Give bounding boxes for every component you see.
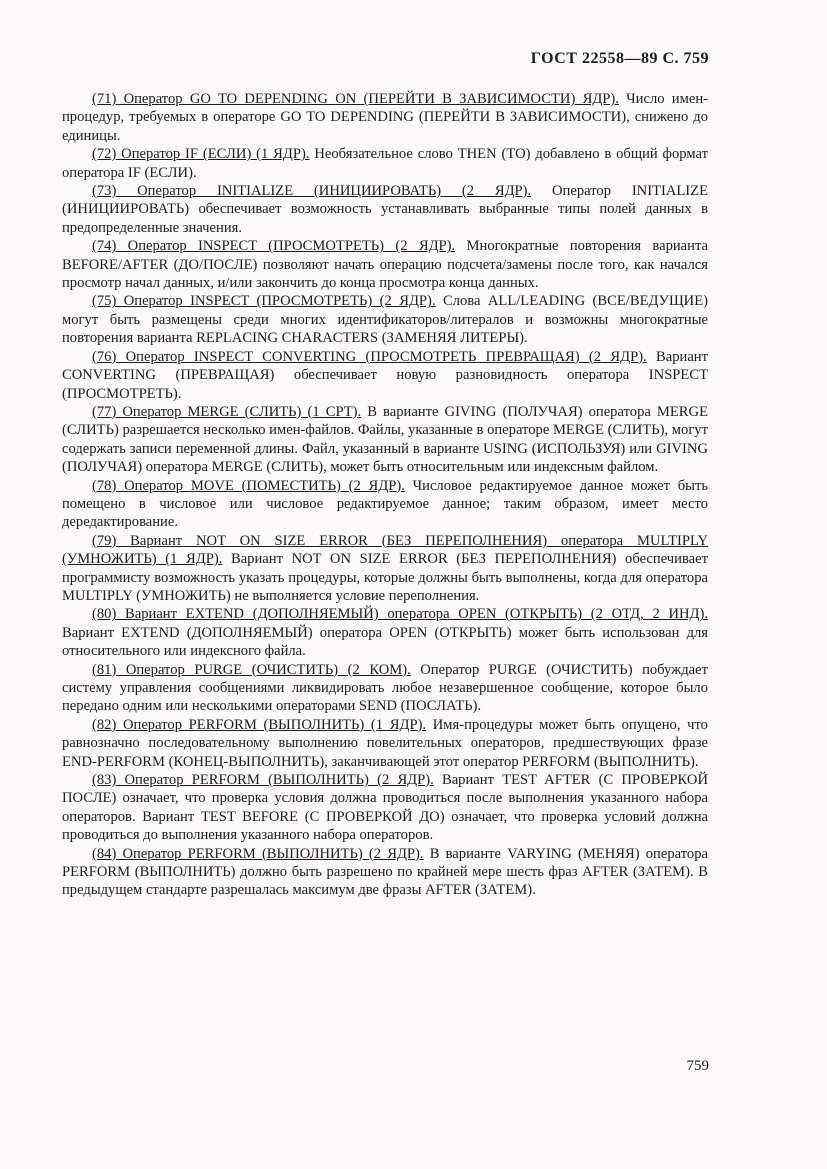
paragraph-heading: (80) Вариант EXTEND (ДОПОЛНЯЕМЫЙ) оператора OPEN (ОТКРЫТЬ) (2 ОТД, 2 ИНД). [92, 606, 708, 623]
paragraph-heading: (83) Оператор PERFORM (ВЫПОЛНИТЬ) (2 ЯДР). [92, 772, 434, 789]
paragraph-80 [62, 605, 708, 660]
paragraph-heading: (78) Оператор MOVE (ПОМЕСТИТЬ) (2 ЯДР). [92, 477, 405, 494]
paragraph-text: Необязательное слово THEN (ТО) добавлено в общий формат оператора IF (ЕСЛИ). [62, 146, 708, 181]
paragraph-text: Вариант TEST AFTER (С ПРОВЕРКОЙ ПОСЛЕ) означает, что проверка условия должна проводиться после выполнения указанного набора операторов. Вариант TEST BEFORE (С ПРОВЕРКОЙ ДО) означает, что проверка условий должна проводиться до выполнения указанного набора операторов. [62, 772, 708, 844]
paragraph-76 [62, 348, 708, 403]
paragraph-text: Вариант EXTEND (ДОПОЛНЯЕМЫЙ) оператора OPEN (ОТКРЫТЬ) может быть использован для относительного или индексного файла. [62, 624, 708, 660]
paragraph-heading: (73) Оператор INITIALIZE (ИНИЦИИРОВАТЬ) (2 ЯДР). [92, 183, 532, 200]
document-body [62, 90, 708, 900]
paragraph-heading: (77) Оператор MERGE (СЛИТЬ) (1 СРТ). [92, 403, 362, 420]
paragraph-heading: (71) Оператор GO TO DEPENDING ON (ПЕРЕЙТИ В ЗАВИСИМОСТИ) ЯДР). [92, 91, 619, 107]
paragraph-77 [62, 403, 708, 477]
paragraph-74 [62, 237, 708, 292]
paragraph-81 [62, 661, 708, 716]
paragraph-heading: (72) Оператор IF (ЕСЛИ) (1 ЯДР). [92, 146, 310, 163]
paragraph-79 [62, 532, 708, 606]
paragraph-71 [62, 90, 708, 145]
paragraph-text: Числовое редактируемое данное может быть помещено в числовое или числовое редактируемое данное; таким образом, имеет место дередактирование. [62, 477, 709, 531]
paragraph-text: Вариант NOT ON SIZE ERROR (БЕЗ ПЕРЕПОЛНЕНИЯ) обеспечивает программисту возможность указать процедуры, которые должны быть выполнены, когда для оператора MULTIPLY (УМНОЖИТЬ) не выполняется условие переполнения. [62, 551, 708, 604]
paragraph-heading: (76) Оператор INSPECT CONVERTING (ПРОСМОТРЕТЬ ПРЕВРАЩАЯ) (2 ЯДР). [92, 348, 647, 365]
paragraph-heading: (74) Оператор INSPECT (ПРОСМОТРЕТЬ) (2 ЯДР). [92, 238, 456, 255]
page-number: 759 [686, 1058, 709, 1074]
paragraph-73 [62, 182, 708, 237]
paragraph-heading: (81) Оператор PURGE (ОЧИСТИТЬ) (2 КОМ). [92, 661, 411, 678]
paragraph-heading: (82) Оператор PERFORM (ВЫПОЛНИТЬ) (1 ЯДР). [92, 716, 427, 733]
paragraph-heading: (75) Оператор INSPECT (ПРОСМОТРЕТЬ) (2 ЯДР). [92, 293, 436, 310]
paragraph-78 [62, 477, 708, 532]
paragraph-text: В варианте GIVING (ПОЛУЧАЯ) оператора MERGE (СЛИТЬ) разрешается несколько имен-файлов. Файлы, указанные в операторе MERGE (СЛИТЬ), могут содержать записи переменной длины. Файл, указанный в варианте USING (ИСПОЛЬЗУЯ) или GIVING (ПОЛУЧАЯ) оператора MERGE (СЛИТЬ), может быть относительным или индексным файлом. [62, 403, 708, 476]
paragraph-82 [62, 716, 708, 771]
paragraph-72 [62, 145, 708, 182]
paragraph-text: Число имен-процедур, требуемых в операторе GO TO DEPENDING (ПЕРЕЙТИ В ЗАВИСИМОСТИ), снижено до единицы. [62, 91, 708, 144]
paragraph-text: Оператор PURGE (ОЧИСТИТЬ) побуждает систему управления сообщениями ликвидировать любое незавершенное сообщение, которое было передано одним или несколькими операторами SEND (ПОСЛАТЬ). [62, 661, 708, 715]
paragraph-text: Оператор INITIALIZE (ИНИЦИИРОВАТЬ) обеспечивает возможность устанавливать выбранные типы полей данных в предопределенные значения. [62, 183, 708, 236]
paragraph-text: Слова ALL/LEADING (ВСЕ/ВЕДУЩИЕ) могут быть размещены среди многих идентификаторов/литералов и возможны многократные повторения варианта REPLACING CHARACTERS (ЗАМЕНЯЯ ЛИТЕРЫ). [62, 293, 708, 347]
paragraph-heading: (79) Вариант NOT ON SIZE ERROR (БЕЗ ПЕРЕПОЛНЕНИЯ) оператора MULTIPLY (УМНОЖИТЬ) (1 ЯДР). [62, 532, 708, 568]
paragraph-text: В варианте VARYING (МЕНЯЯ) оператора PERFORM (ВЫПОЛНИТЬ) должно быть разрешено по крайней мере шесть фраз AFTER (ЗАТЕМ). В предыдущем стандарте разрешалась максимум две фразы AFTER (ЗАТЕМ). [62, 845, 708, 899]
paragraph-text: Вариант CONVERTING (ПРЕВРАЩАЯ) обеспечивает новую разновидность оператора INSPECT (ПРОСМОТРЕТЬ). [62, 348, 708, 402]
paragraph-75 [62, 292, 708, 347]
running-header: ГОСТ 22558—89 С. 759 [530, 50, 709, 67]
paragraph-text: Имя-процедуры может быть опущено, что равнозначно последовательному выполнению повелительных операторов, предшествующих фразе END-PERFORM (КОНЕЦ-ВЫПОЛНИТЬ), заканчивающей этот оператор PERFORM (ВЫПОЛНИТЬ). [62, 716, 708, 770]
paragraph-heading: (84) Оператор PERFORM (ВЫПОЛНИТЬ) (2 ЯДР). [92, 845, 424, 862]
paragraph-83 [62, 771, 708, 845]
paragraph-84 [62, 845, 708, 900]
paragraph-text: Многократные повторения варианта BEFORE/AFTER (ДО/ПОСЛЕ) позволяют начать операцию подсчета/замены после того, как начался просмотр начал данных, и/или закончить до конца просмотра конца данных. [62, 238, 708, 292]
